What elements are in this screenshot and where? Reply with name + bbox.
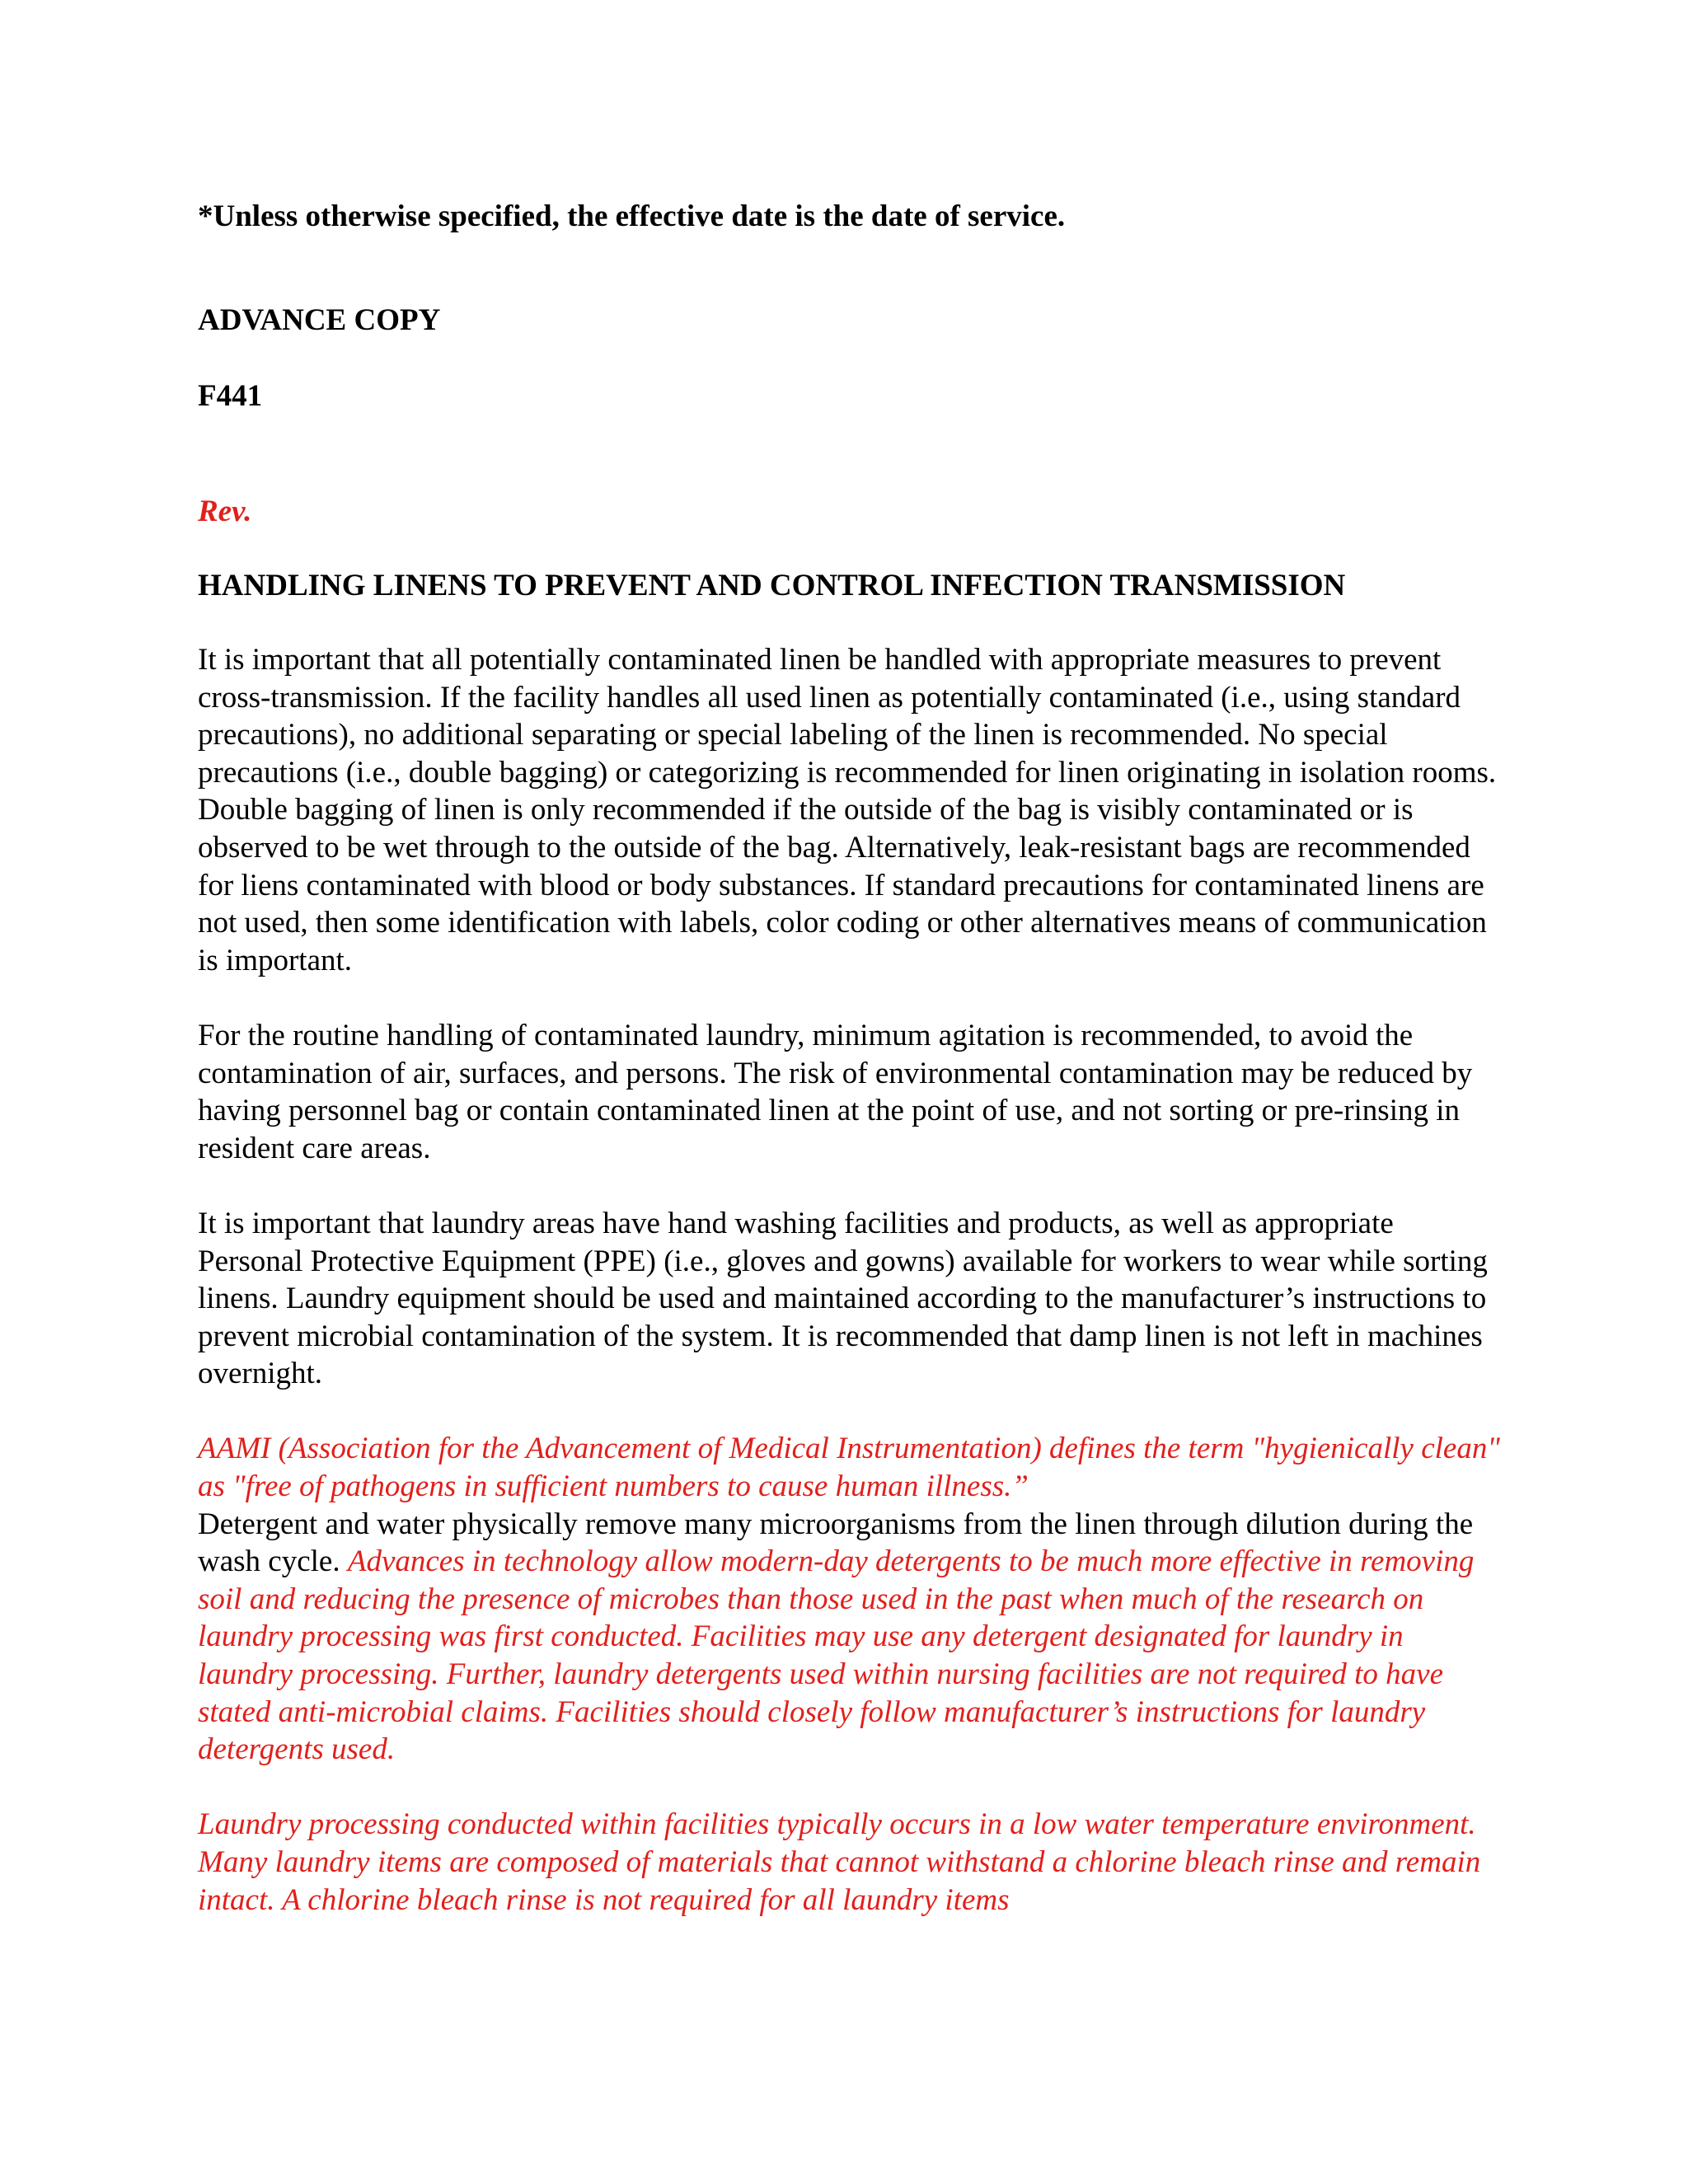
detergent-revision-text: Advances in technology allow modern-day detergents to be much more effective in removing soil and reducing the presence of microbes than those used in the past when much of the research on laundry processing was first conducted. Facilities may use any detergent designated for laundry in laundry processing. Further, laundry detergents used within nursing facilities are not required to have stated anti-microbial claims. Facilities should closely follow manufacturer’s instructions for laundry detergents used. [198,1544,1475,1767]
tag-code: F441 [198,379,263,413]
paragraph-routine-handling: For the routine handling of contaminated laundry, minimum agitation is recommended, to avoid the contamination of air, surfaces, and persons. The risk of environmental contamination may be reduced by having personnel bag or contain contaminated linen at the point of use, and not sorting or pre-rinsing in resident care areas. [198,1018,1473,1165]
paragraph-laundry-areas: It is important that laundry areas have hand washing facilities and products, as well as appropriate Personal Protective Equipment (PPE) (i.e., gloves and gowns) available for workers to wear while sorting linens. Laundry equipment should be used and maintained according to the manufacturer’s instructions to prevent microbial contamination of the system. It is recommended that damp linen is not left in machines overnight. [198,1206,1488,1391]
effective-date-note: *Unless otherwise specified, the effective date is the date of service. [198,199,1066,233]
document-body [198,198,1500,1957]
advance-copy-label: ADVANCE COPY [198,303,441,337]
paragraph-contaminated-linen: It is important that all potentially contaminated linen be handled with appropriate measures to prevent cross-transmission. If the facility handles all used linen as potentially contaminated (i.e., using standard precautions), no additional separating or special labeling of the linen is recommended. No special precautions (i.e., double bagging) or categorizing is recommended for linen originating in isolation rooms. Double bagging of linen is only recommended if the outside of the bag is visibly contaminated or is observed to be wet through to the outside of the bag. Alternatively, leak-resistant bags are recommended for liens contaminated with blood or body substances. If standard precautions for contaminated linens are not used, then some identification with labels, color coding or other alternatives means of communication is important. [198,643,1497,977]
revision-label: Rev. [198,494,252,528]
aami-definition: AAMI (Association for the Advancement of Medical Instrumentation) defines the term "hygienically clean" as "free of pathogens in sufficient numbers to cause human illness.” [198,1432,1500,1504]
paragraph-aami [198,1430,1500,1768]
paragraph-laundry-processing: Laundry processing conducted within facilities typically occurs in a low water temperature environment. Many laundry items are composed of materials that cannot withstand a chlorine bleach rinse and remain intact. A chlorine bleach rinse is not required for all laundry items [198,1807,1481,1917]
section-title: HANDLING LINENS TO PREVENT AND CONTROL INFECTION TRANSMISSION [198,569,1346,602]
detergent-dilution-text: Detergent and water physically remove many microorganisms from the linen through dilution during the wash cycle. [198,1507,1474,1579]
